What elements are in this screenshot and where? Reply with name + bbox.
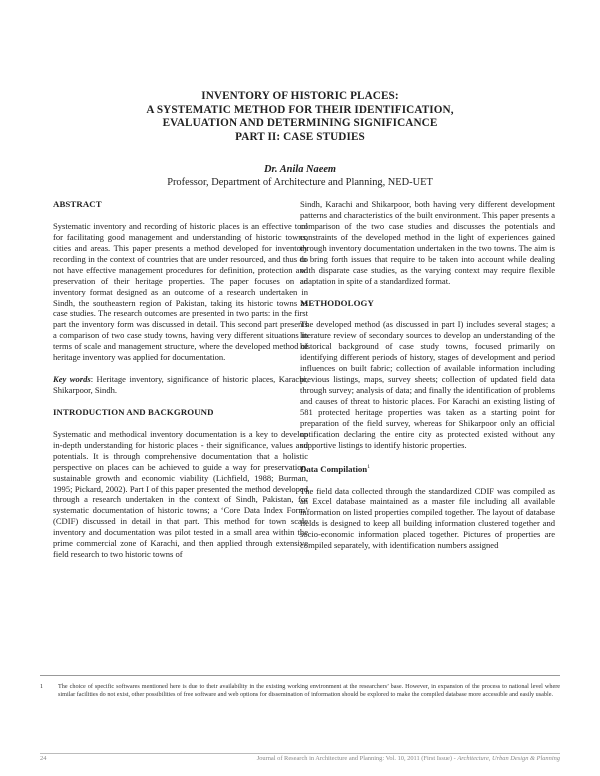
- keywords-text: : Heritage inventory, significance of historic places, Karachi, Shikarpoor, Sindh.: [53, 374, 308, 396]
- author-block: [0, 163, 600, 189]
- journal-citation: [70, 755, 560, 762]
- abstract-heading: ABSTRACT: [53, 199, 102, 209]
- footnote-reference: 1: [367, 463, 370, 470]
- title-line-1: INVENTORY OF HISTORIC PLACES:: [201, 90, 399, 102]
- right-column: [300, 199, 555, 562]
- keywords: [53, 374, 308, 396]
- journal-section: Architecture, Urban Design & Planning: [457, 755, 560, 762]
- abstract-text: Systematic inventory and recording of historic places is an effective tool for facilitating good management and understanding of historic towns, cities and areas. This paper presents a method developed for inventory recording in the context of countries that are under resourced, and thus do not have effective management procedures for definition, protection and preservation of their heritage properties. The paper focuses on an inventory format designed as an outcome of a research undertaken in Sindh, the southeastern region of Pakistan, taking its historic towns as case studies. The research outcomes are presented in two parts: in the first part the inventory form was discussed in detail. This second part presents a comparison of two case study towns, having very different situations in terms of scale and management structure, where the developed method of heritage inventory was applied for documentation.: [53, 220, 308, 363]
- title-line-2: A SYSTEMATIC METHOD FOR THEIR IDENTIFICATION,: [146, 103, 454, 116]
- keywords-label: Key words: [53, 374, 91, 385]
- page-footer: [40, 755, 560, 762]
- footnote-text: The choice of specific softwares mentioned here is due to their availability in the existing working environment at the researchers’ base. However, in expansion of the process to national level where similar facilities do not exist, other possibilities of free software and web options for dissemination of information should be explored to make the compiled database more accessible and easily usable.: [58, 683, 560, 698]
- data-compilation-text: The field data collected through the standardized CDIF was compiled as an Excel database maintained as a master file including all available information on listed properties compiled together. The layout of database fields is designed to keep all building information clustered together and socio-economic information placed together. Pictures of properties are compiled separately, with identification numbers assigned: [300, 485, 555, 551]
- introduction-continuation: Sindh, Karachi and Shikarpoor, both having very different development patterns and characteristics of the built environment. This paper presents a comparison of the two case studies and discusses the potentials and constraints of the developed method in the light of experiences gained through inventory documentation undertaken in the two towns. The aim is to bring forth issues that require to be taken into account while dealing with disparate case studies, as the varying context may require flexible adaptation in spite of a standardized format.: [300, 199, 555, 286]
- footnote: [40, 683, 560, 698]
- journal-name: Journal of Research in Architecture and Planning: Vol. 10, 2011 (First Issue) -: [256, 755, 458, 762]
- author-affiliation: Professor, Department of Architecture and Planning, NED-UET: [167, 177, 433, 188]
- data-compilation-heading: [300, 462, 555, 475]
- page-number: 24: [40, 755, 47, 762]
- paper-title: [0, 90, 600, 144]
- data-compilation-title: Data Compilation: [300, 463, 368, 474]
- methodology-heading: METHODOLOGY: [300, 297, 374, 308]
- methodology-text: The developed method (as discussed in part I) includes several stages; a literature review of secondary sources to develop an understanding of the historical background of case study towns, focused primarily on identifying different periods of history, stages of development and period influences on built fabric; collection of available information including previous listings, maps, survey sheets; collection of updated field data through survey; analysis of data; and finally the identification of problems and causes of threat to historic places. For Karachi an existing listing of 581 protected heritage properties was taken as a starting point for preparation of the field survey, whereas for Shikarpoor only an official notification declaring the entire city as protected existed without any supportive listings to identify historic properties.: [300, 319, 555, 450]
- footer-divider: [40, 753, 560, 754]
- footnote-mark: 1: [40, 683, 44, 690]
- title-line-3: EVALUATION AND DETERMINING SIGNIFICANCE: [162, 117, 438, 130]
- introduction-heading: INTRODUCTION AND BACKGROUND: [53, 406, 214, 417]
- footnote-divider: [40, 675, 560, 676]
- left-column: [53, 199, 308, 571]
- title-line-4: PART II: CASE STUDIES: [235, 130, 365, 143]
- author-name: Dr. Anila Naeem: [263, 164, 337, 175]
- introduction-text: Systematic and methodical inventory documentation is a key to develop in-depth understanding for historic places - their significance, values and potentials. It is through comprehensive documentation that a holistic perspective on places can be achieved to guide a way for preservation, sustainable growth and economic viability (Lichfield, 1988; Burman, 1995; Pickard, 2002). Part I of this paper presented the method developed through a research undertaken in the context of Sindh, Pakistan, for systematic documentation of historic towns; a ‘Core Data Index Form’ (CDIF) discussed in detail in that part. This method for town scale inventory and documentation was pilot tested in a small area within the prime commercial zone of Karachi, and then applied through extensive field research to two historic towns of: [53, 428, 308, 560]
